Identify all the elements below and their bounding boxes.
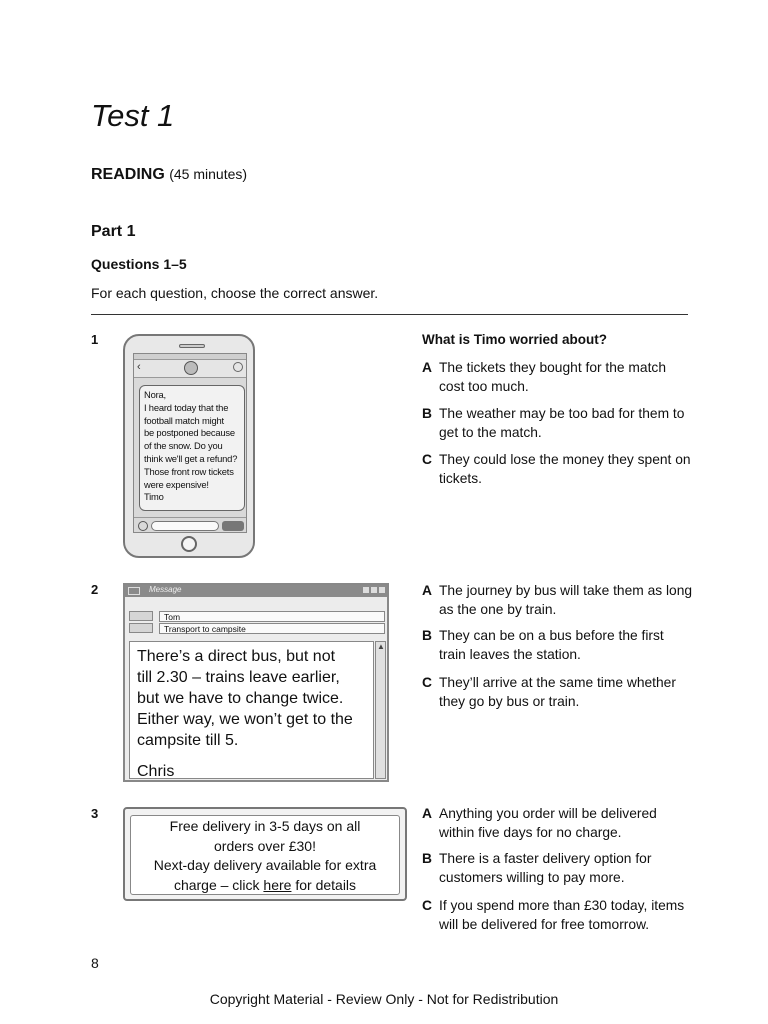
notice-text-after-link: for details — [291, 876, 357, 893]
question-number-2: 2 — [91, 582, 99, 597]
questions-range: Questions 1–5 — [91, 256, 187, 272]
message-line: be postponed because — [144, 427, 235, 439]
option-2b[interactable] — [422, 626, 694, 664]
page-number: 8 — [91, 955, 99, 971]
option-3b[interactable] — [422, 849, 694, 887]
home-button-icon — [181, 536, 197, 552]
part-heading: Part 1 — [91, 223, 136, 240]
email-to-row — [129, 611, 385, 622]
message-line: I heard today that the — [144, 401, 229, 413]
maximize-icon — [371, 587, 377, 593]
option-text: The journey by bus will take them as long as the one by train. — [439, 583, 693, 617]
email-signature: Chris — [137, 763, 175, 780]
message-signature: Timo — [144, 491, 164, 503]
message-line: think we'll get a refund? — [144, 452, 238, 464]
option-letter: C — [422, 675, 432, 690]
email-body-line: There’s a direct bus, but not — [137, 648, 336, 665]
email-body-line: but we have to change twice. — [137, 690, 344, 707]
option-letter: A — [422, 583, 432, 598]
phone-screen — [133, 353, 247, 533]
option-2a[interactable] — [422, 581, 694, 619]
notice-line — [131, 876, 399, 896]
test-title: Test 1 — [91, 98, 175, 133]
option-text: They could lose the money they spent on tickets. — [439, 452, 691, 486]
message-line: Those front row tickets — [144, 465, 234, 477]
email-body — [129, 641, 374, 779]
notice-line: orders over £30! — [214, 837, 316, 854]
option-1a[interactable] — [422, 358, 694, 396]
option-text: They can be on a bus before the first train leaves the station. — [439, 628, 664, 662]
avatar-icon — [184, 361, 198, 375]
message-line: were expensive! — [144, 478, 209, 490]
phone-chat-header — [134, 360, 246, 378]
notice-text-before-link: charge – click — [173, 876, 264, 893]
email-subject-row — [129, 623, 385, 634]
text-message-bubble — [139, 385, 245, 511]
section-duration: (45 minutes) — [169, 166, 248, 182]
envelope-icon — [128, 587, 140, 595]
minimize-icon — [363, 587, 369, 593]
option-text: Anything you order will be delivered within five days for no charge. — [439, 806, 657, 840]
camera-icon — [138, 521, 148, 531]
option-3c[interactable] — [422, 896, 694, 934]
email-title-bar — [125, 585, 387, 597]
phone-illustration — [123, 334, 255, 558]
close-icon — [379, 587, 385, 593]
option-text: If you spend more than £30 today, items will be delivered for free tomorrow. — [439, 898, 685, 932]
info-icon — [233, 362, 243, 372]
option-letter: B — [422, 851, 432, 866]
option-text: The weather may be too bad for them to get to the match. — [439, 406, 685, 440]
email-illustration — [123, 583, 389, 782]
question-number-3: 3 — [91, 806, 99, 821]
email-body-line: Either way, we won’t get to the — [137, 711, 353, 728]
option-letter: B — [422, 406, 432, 421]
message-line: of the snow. Do you — [144, 440, 223, 452]
subject-label-box — [129, 623, 153, 633]
option-letter: A — [422, 806, 432, 821]
option-text: The tickets they bought for the match cost too much. — [439, 360, 667, 394]
email-scrollbar — [375, 641, 386, 779]
divider — [91, 314, 688, 315]
question-text-1: What is Timo worried about? — [422, 332, 608, 347]
back-arrow-icon: ‹ — [137, 361, 141, 373]
phone-input-bar — [134, 517, 246, 533]
option-letter: C — [422, 898, 432, 913]
section-heading — [91, 166, 247, 184]
question-number-1: 1 — [91, 332, 99, 347]
to-label-box — [129, 611, 153, 621]
section-name: READING — [91, 166, 165, 183]
send-button-icon — [222, 521, 244, 531]
scroll-up-icon: ▲ — [377, 642, 385, 651]
copyright-notice: Copyright Material - Review Only - Not for Redistribution — [209, 991, 559, 1007]
notice-line: Free delivery in 3-5 days on all — [169, 818, 361, 834]
notice-line: Next-day delivery available for extra — [153, 857, 377, 873]
message-line: football match might — [144, 414, 224, 426]
instruction-text: For each question, choose the correct answer. — [91, 285, 379, 301]
option-text: There is a faster delivery option for customers willing to pay more. — [439, 851, 652, 885]
option-letter: A — [422, 360, 432, 375]
option-text: They’ll arrive at the same time whether they go by bus or train. — [439, 675, 676, 709]
email-window-title: Message — [149, 585, 182, 594]
delivery-notice — [123, 807, 407, 901]
email-to-field: Tom — [159, 611, 385, 622]
phone-speaker — [179, 344, 205, 348]
option-3a[interactable] — [422, 804, 694, 842]
option-letter: C — [422, 452, 432, 467]
option-1c[interactable] — [422, 450, 694, 488]
email-body-line: till 2.30 – trains leave earlier, — [137, 669, 340, 686]
option-letter: B — [422, 628, 432, 643]
option-1b[interactable] — [422, 404, 694, 442]
message-line: Nora, — [144, 389, 166, 400]
email-subject-field: Transport to campsite — [159, 623, 385, 634]
phone-message-field — [151, 521, 219, 531]
details-link[interactable]: here — [263, 876, 292, 893]
option-2c[interactable] — [422, 673, 694, 711]
notice-text — [130, 815, 400, 895]
email-body-line: campsite till 5. — [137, 732, 239, 749]
